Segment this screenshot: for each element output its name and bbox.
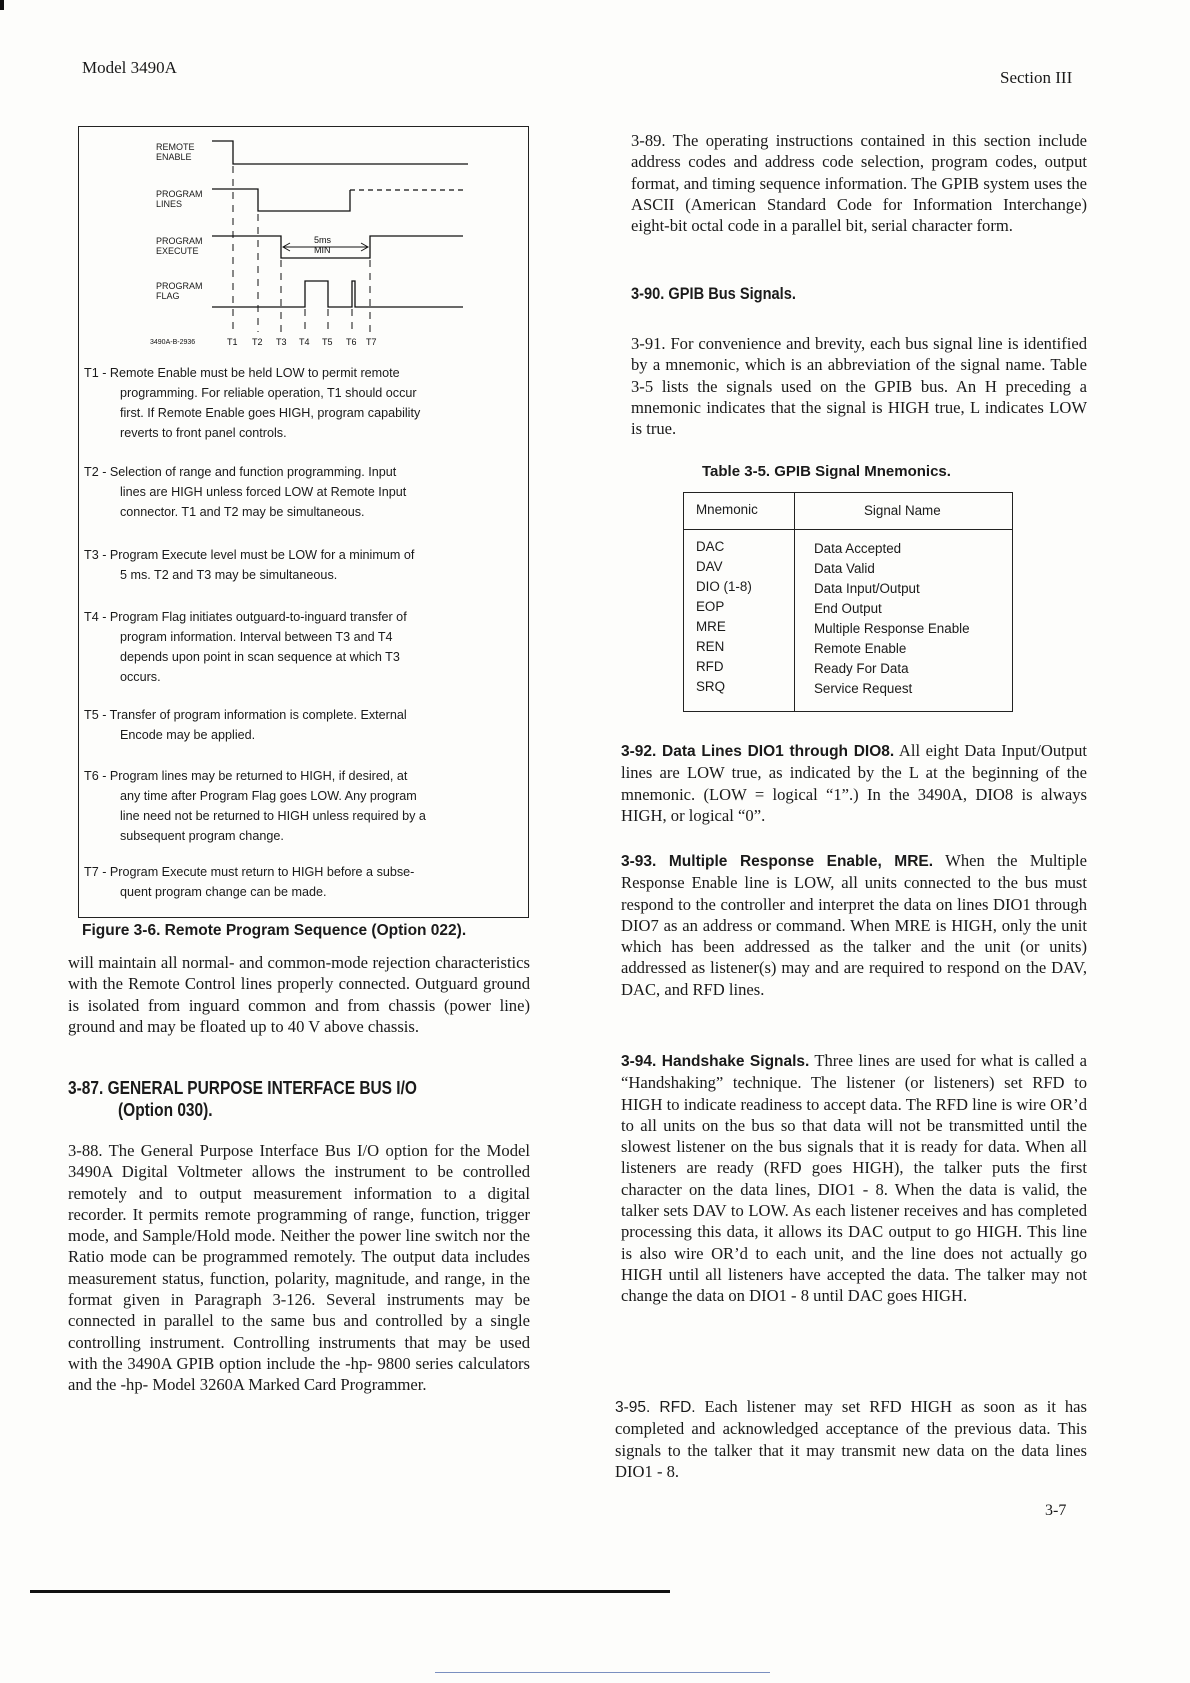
table-header-divider [684,529,1012,530]
tick-t5: T5 [322,337,333,347]
figure-note-t1: T1 - Remote Enable must be held LOW to permit remote programming. For reliable operation, T1 should occur first. If Remote Enable goes HIGH, program capability reverts to front panel controls. [84,366,421,440]
figure-caption: Figure 3-6. Remote Program Sequence (Option 022). [82,922,467,939]
table-row-mnemonic: DAV [696,559,723,574]
scan-corner-mark [0,0,4,10]
table-column-divider [794,493,795,711]
table-row-signal: End Output [814,601,882,616]
timing-label-5ms: 5ms [314,235,332,245]
paragraph-3-92: 3-92. Data Lines DIO1 through DIO8. All eight Data Input/Output lines are LOW true, as indicated by the L at the beginning of the mnemonic. (LOW = logical “1”.) In the 3490A, DIO8 is always HIGH, or logical “0”. [621,741,1087,825]
table-row-signal: Multiple Response Enable [814,621,970,636]
section-heading-3-87: 3-87. GENERAL PURPOSE INTERFACE BUS I/O (Option 030). [68,1078,417,1120]
run-in-heading-3-95: 3-95. RFD. [615,1399,696,1416]
header-model: Model 3490A [82,58,177,77]
table-row-mnemonic: REN [696,639,725,654]
tick-t1: T1 [227,337,238,347]
table-row-mnemonic: RFD [696,659,724,674]
table-header-signal-name: Signal Name [864,503,941,518]
scan-edge-line [435,1672,770,1673]
table-row-signal: Data Accepted [814,541,902,556]
paragraph-continued: will maintain all normal- and common-mode rejection characteristics with the Remote Control lines properly connected. Outguard ground is isolated from inguard common and from chassis (power line) ground and may be floated up to 40 V above chassis. [68,953,530,1036]
figure-note-t2: T2 - Selection of range and function programming. Input lines are HIGH unless forced LOW at Remote Input connector. T1 and T2 may be simultaneous. [84,465,407,519]
paragraph-3-91: 3-91. For convenience and brevity, each bus signal line is identified by a mnemonic, which is an abbreviation of the signal name. Table 3-5 lists the signals used on the GPIB bus. An H preceding a mnemonic indicates that the signal is HIGH true, L indicates LOW is true. [631,334,1087,439]
section-heading-3-90: 3-90. GPIB Bus Signals. [631,284,796,303]
tick-t2: T2 [252,337,263,347]
run-in-heading-3-94: 3-94. Handshake Signals. [621,1053,810,1070]
figure-note-t3: T3 - Program Execute level must be LOW for a minimum of 5 ms. T2 and T3 may be simultaneous. [84,548,415,582]
remote-enable-waveform [212,141,468,164]
table-row-mnemonic: DIO (1-8) [696,579,752,594]
table-row-signal: Service Request [814,681,913,696]
table-row-mnemonic: DAC [696,539,725,554]
table-row-mnemonic: SRQ [696,679,726,694]
table-row-mnemonic: EOP [696,599,725,614]
table-row-signal: Data Valid [814,561,875,576]
page-number: 3-7 [1045,1502,1067,1519]
figure-note-t6: T6 - Program lines may be returned to HIGH, if desired, at any time after Program Flag goes LOW. Any program line need not be returned to HIGH unless required by a subsequent program change. [84,769,426,843]
gpib-mnemonics-table [683,492,1013,712]
signal-label-program-flag: PROGRAM FLAG [156,281,203,301]
run-in-heading-3-92: 3-92. Data Lines DIO1 through DIO8. [621,743,895,760]
tick-t3: T3 [276,337,287,347]
signal-label-remote-enable: REMOTE ENABLE [156,142,195,162]
header-section: Section III [1000,68,1073,87]
figure-note-t5: T5 - Transfer of program information is complete. External Encode may be applied. [84,708,407,742]
paragraph-3-95: 3-95. RFD. Each listener may set RFD HIGH as soon as it has completed and acknowledged acceptance of the previous data. This signals to the talker that it may transmit new data on the data lines DIO1 - 8. [615,1397,1087,1481]
table-row-signal: Ready For Data [814,661,909,676]
figure-note-t7: T7 - Program Execute must return to HIGH before a subse- quent program change can be made. [84,865,415,899]
tick-t4: T4 [299,337,310,347]
figure-note-t4: T4 - Program Flag initiates outguard-to-inguard transfer of program information. Interval between T3 and T4 depends upon point in scan sequence at which T3 occurs. [84,610,407,684]
paragraph-3-94: 3-94. Handshake Signals. Three lines are used for what is called a “Handshaking” technique. The listener (or listeners) set RFD to HIGH to indicate readiness to accept data. The RFD line is wire OR’d to all units on the bus so that data will not be transmitted until the slowest listener on the bus signals that it is ready for data. When all listeners are ready (RFD goes HIGH), the talker puts the first character on the data lines, DIO1 - 8. When the data is valid, the talker sets DAV to LOW. As each listener receives and has completed processing this data, it allows its DAC output to go HIGH. This line is also wire OR’d to each unit, and the line does not actually go HIGH until all listeners have accepted the data. The talker may not change the data on DIO1 - 8 until DAC goes HIGH. [621,1051,1087,1306]
tick-t7: T7 [366,337,377,347]
table-header-mnemonic: Mnemonic [696,502,758,517]
table-row-mnemonic: MRE [696,619,726,634]
table-title: Table 3-5. GPIB Signal Mnemonics. [702,463,951,480]
bottom-rule [30,1590,670,1593]
signal-label-program-execute: PROGRAM EXECUTE [156,236,203,256]
program-flag-waveform [212,281,463,307]
paragraph-3-89: 3-89. The operating instructions contained in this section include address codes and address code selection, program codes, output format, and timing sequence information. The GPIB system uses the ASCII (American Standard Code for Information Interchange) eight-bit octal code in a parallel bit, serial character form. [631,131,1087,236]
paragraph-3-88: 3-88. The General Purpose Interface Bus I/O option for the Model 3490A Digital Voltmeter allows the instrument to be controlled remotely and to output measurement information to a digital recorder. It permits remote programming of range, function, trigger mode, and Sample/Hold mode. Neither the power line switch nor the Ratio mode can be programmed remotely. The output data includes measurement status, function, polarity, magnitude, and range, in the format given in Paragraph 3-126. Several instruments may be connected in parallel to the same bus and controlled by a single controlling instrument. Controlling instruments that may be used with the 3490A GPIB option include the -hp- 9800 series calculators and the -hp- Model 3260A Marked Card Programmer. [68,1141,530,1395]
table-row-signal: Remote Enable [814,641,907,656]
drawing-number: 3490A-B-2936 [150,339,196,346]
run-in-heading-3-93: 3-93. Multiple Response Enable, MRE. [621,853,934,870]
table-row-signal: Data Input/Output [814,581,920,596]
timing-label-min: MIN [314,245,331,255]
signal-label-program-lines: PROGRAM LINES [156,189,203,209]
paragraph-3-93: 3-93. Multiple Response Enable, MRE. When the Multiple Response Enable line is LOW, all units connected to the bus must respond to the controller and interpret the data on lines DIO1 through DIO7 as an address or command. When MRE is HIGH, only the unit which has been addressed as the talker and the unit (or units) addressed as listener(s) may and are required to respond on the DAV, DAC, and RFD lines. [621,851,1087,999]
tick-t6: T6 [346,337,357,347]
